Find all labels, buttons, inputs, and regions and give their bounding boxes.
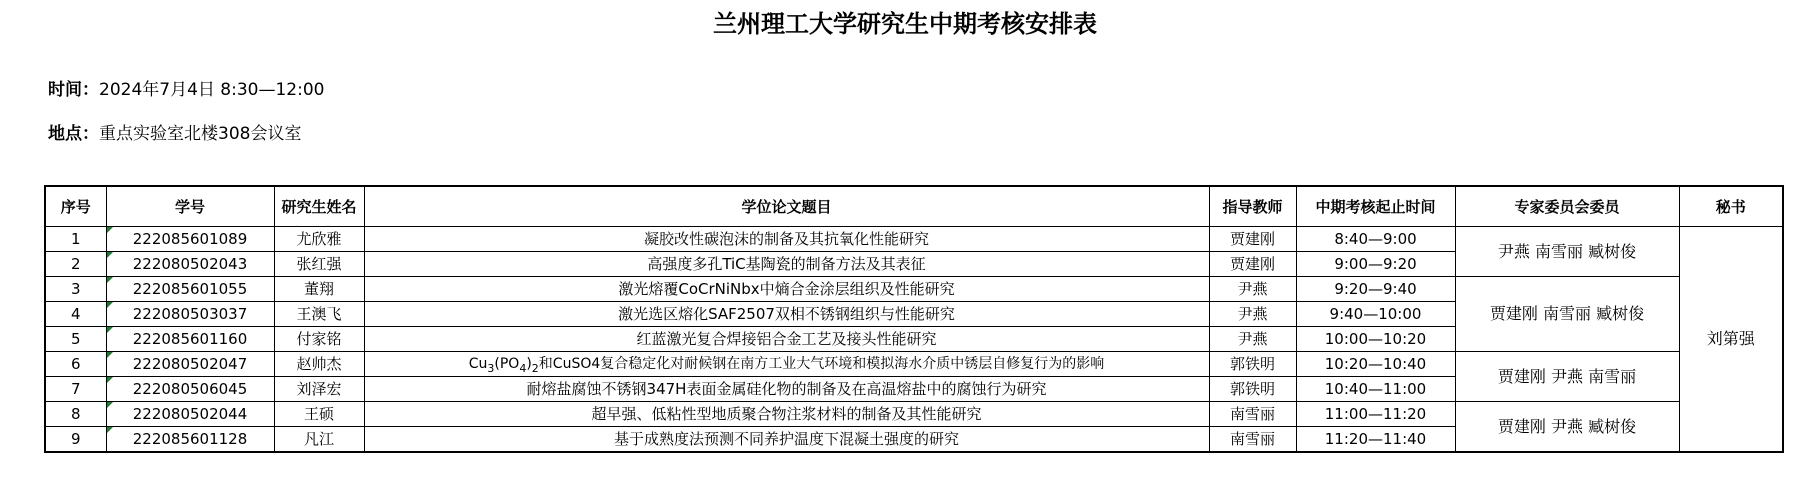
- header-committee: 专家委员会委员: [1455, 186, 1679, 227]
- advisor-cell: 尹燕: [1209, 302, 1296, 327]
- seq-cell: 9: [45, 427, 106, 453]
- seq-cell: 8: [45, 402, 106, 427]
- advisor-cell: 郭铁明: [1209, 377, 1296, 402]
- advisor-cell: 尹燕: [1209, 327, 1296, 352]
- student-id-cell: 222085601089: [106, 227, 274, 252]
- student-id-cell: 222085601160: [106, 327, 274, 352]
- header-student-id: 学号: [106, 186, 274, 227]
- place-label: 地点：: [48, 124, 99, 144]
- thesis-cell: 超早强、低粘性型地质聚合物注浆材料的制备及其性能研究: [364, 402, 1209, 427]
- seq-cell: 4: [45, 302, 106, 327]
- thesis-cell: 基于成熟度法预测不同养护温度下混凝土强度的研究: [364, 427, 1209, 453]
- header-thesis: 学位论文题目: [364, 186, 1209, 227]
- thesis-text: 和CuSO4复合稳定化对耐候钢在南方工业大气环境和模拟海水介质中锈层自修复行为的影响: [538, 356, 1105, 372]
- committee-cell: 贾建刚 尹燕 臧树俊: [1455, 402, 1679, 453]
- student-id-cell: 222080502044: [106, 402, 274, 427]
- thesis-cell: 高强度多孔TiC基陶瓷的制备方法及其表征: [364, 252, 1209, 277]
- seq-cell: 7: [45, 377, 106, 402]
- thesis-cell: 耐熔盐腐蚀不锈钢347H表面金属硅化物的制备及在高温熔盐中的腐蚀行为研究: [364, 377, 1209, 402]
- secretary-cell: 刘第强: [1679, 227, 1783, 453]
- name-cell: 王硕: [274, 402, 364, 427]
- table-row: [45, 227, 1783, 252]
- time-cell: 10:20—10:40: [1296, 352, 1455, 377]
- time-cell: 9:40—10:00: [1296, 302, 1455, 327]
- name-cell: 付家铭: [274, 327, 364, 352]
- committee-cell: 贾建刚 尹燕 南雪丽: [1455, 352, 1679, 402]
- thesis-formula-paren: ): [526, 356, 532, 372]
- name-cell: 刘泽宏: [274, 377, 364, 402]
- student-id-cell: 222080502043: [106, 252, 274, 277]
- header-seq: 序号: [45, 186, 106, 227]
- advisor-cell: 贾建刚: [1209, 227, 1296, 252]
- time-cell: 9:00—9:20: [1296, 252, 1455, 277]
- thesis-formula-sub: 3: [487, 361, 495, 375]
- name-cell: 董翔: [274, 277, 364, 302]
- header-name: 研究生姓名: [274, 186, 364, 227]
- table-row: [45, 352, 1783, 377]
- thesis-formula-po: (PO: [494, 356, 520, 372]
- time-cell: 8:40—9:00: [1296, 227, 1455, 252]
- header-secretary: 秘书: [1679, 186, 1783, 227]
- table-row: [45, 277, 1783, 302]
- advisor-cell: 郭铁明: [1209, 352, 1296, 377]
- name-cell: 赵帅杰: [274, 352, 364, 377]
- student-id-cell: 222080502047: [106, 352, 274, 377]
- seq-cell: 3: [45, 277, 106, 302]
- student-id-cell: 222080506045: [106, 377, 274, 402]
- thesis-formula-sub: 2: [531, 361, 539, 375]
- time-cell: 11:20—11:40: [1296, 427, 1455, 453]
- advisor-cell: 尹燕: [1209, 277, 1296, 302]
- advisor-cell: 南雪丽: [1209, 427, 1296, 453]
- seq-cell: 6: [45, 352, 106, 377]
- seq-cell: 5: [45, 327, 106, 352]
- header-advisor: 指导教师: [1209, 186, 1296, 227]
- name-cell: 王澳飞: [274, 302, 364, 327]
- page-title: 兰州理工大学研究生中期考核安排表: [713, 10, 1097, 38]
- table-header-row: [45, 186, 1783, 227]
- thesis-cell: 凝胶改性碳泡沫的制备及其抗氧化性能研究: [364, 227, 1209, 252]
- seq-cell: 1: [45, 227, 106, 252]
- name-cell: 凡江: [274, 427, 364, 453]
- student-id-cell: 222085601055: [106, 277, 274, 302]
- thesis-cell: [364, 352, 1209, 377]
- thesis-cell: 红蓝激光复合焊接铝合金工艺及接头性能研究: [364, 327, 1209, 352]
- time-cell: 9:20—9:40: [1296, 277, 1455, 302]
- seq-cell: 2: [45, 252, 106, 277]
- name-cell: 尤欣雅: [274, 227, 364, 252]
- exam-place: [48, 122, 301, 146]
- committee-cell: 尹燕 南雪丽 臧树俊: [1455, 227, 1679, 277]
- thesis-cell: 激光选区熔化SAF2507双相不锈钢组织与性能研究: [364, 302, 1209, 327]
- advisor-cell: 南雪丽: [1209, 402, 1296, 427]
- name-cell: 张红强: [274, 252, 364, 277]
- time-value: 2024年7月4日 8:30—12:00: [99, 80, 325, 100]
- header-time: 中期考核起止时间: [1296, 186, 1455, 227]
- thesis-cell: 激光熔覆CoCrNiNbx中熵合金涂层组织及性能研究: [364, 277, 1209, 302]
- schedule-table: [44, 185, 1784, 453]
- time-cell: 10:40—11:00: [1296, 377, 1455, 402]
- exam-time: [48, 78, 324, 102]
- time-cell: 11:00—11:20: [1296, 402, 1455, 427]
- place-value: 重点实验室北楼308会议室: [99, 124, 302, 144]
- time-label: 时间：: [48, 80, 99, 100]
- thesis-formula-sub: 4: [519, 361, 527, 375]
- student-id-cell: 222080503037: [106, 302, 274, 327]
- time-cell: 10:00—10:20: [1296, 327, 1455, 352]
- table-row: [45, 402, 1783, 427]
- committee-cell: 贾建刚 南雪丽 臧树俊: [1455, 277, 1679, 352]
- thesis-formula-cu: Cu: [468, 356, 488, 372]
- advisor-cell: 贾建刚: [1209, 252, 1296, 277]
- student-id-cell: 222085601128: [106, 427, 274, 453]
